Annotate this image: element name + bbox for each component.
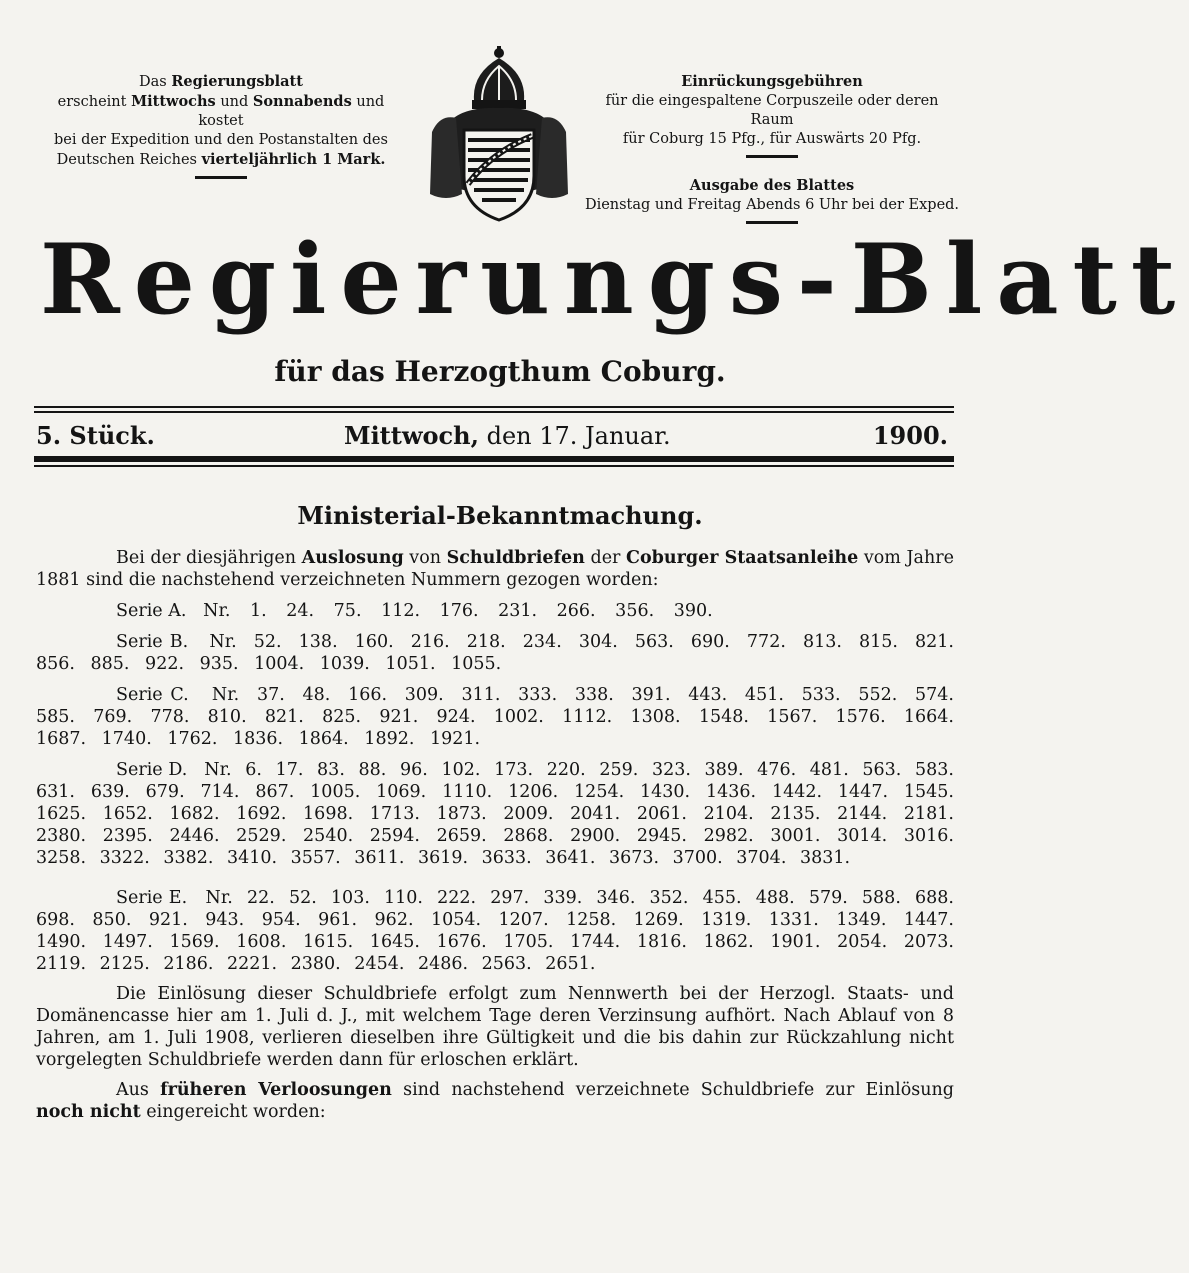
info-text: Das [139, 74, 172, 90]
date: den 17. Januar. [478, 422, 671, 450]
issue-time-title: Ausgabe des Blattes [689, 177, 855, 194]
issue-dateline [34, 418, 954, 454]
series-entry: Serie C. Nr. 37. 48. 166. 309. 311. 333. 338. 391. 443. 451. 533. 552. 574. 585. 769. 778. 810. 821. 825. 921. 924. 1002. 1112. 1308. 1548. 1567. 1576. 1664. 1687. 1740. 1762. 1836. 1864. 1892. 1921. [36, 685, 954, 749]
series-entry: Serie D. Nr. 6. 17. 83. 88. 96. 102. 173. 220. 259. 323. 389. 476. 481. 563. 583. 631. 639. 679. 714. 867. 1005. 1069. 1110. 1206. 1254. 1430. 1436. 1442. 1447. 1545. 1625. 1652. 1682. 1692. 1698. 1713. 1873. 2009. 2041. 2061. 2104. 2135. 2144. 2181. 2380. 2395. 2446. 2529. 2540. 2594. 2659. 2868. 2900. 2945. 2982. 3001. 3014. 3016. 3258. 3322. 3382. 3410. 3557. 3611. 3619. 3633. 3641. 3673. 3700. 3704. 3831. [36, 760, 954, 868]
divider [34, 465, 954, 467]
closing-paragraph: Aus früheren Verloosungen sind nachstehend verzeichnete Schuldbriefe zur Einlösung noch nicht eingereicht worden: [36, 1080, 954, 1122]
series-entry: Serie A. Nr. 1. 24. 75. 112. 176. 231. 266. 356. 390. [116, 601, 713, 621]
info-bold: Sonnabends [252, 93, 352, 110]
weekday: Mittwoch, [344, 421, 479, 450]
issue-date [344, 418, 671, 454]
info-bold: Mittwochs [131, 93, 216, 110]
section-title: Ministerial-Bekanntmachung. [297, 501, 703, 530]
info-bold: vierteljährlich 1 Mark. [201, 151, 386, 168]
info-text: und [215, 94, 253, 110]
divider [34, 406, 954, 408]
divider [34, 411, 954, 413]
issue-year: 1900. [872, 421, 948, 450]
subscription-info [40, 72, 402, 179]
divider [195, 176, 247, 179]
redemption-paragraph: Die Einlösung dieser Schuldbriefe erfolgt zum Nennwerth bei der Herzogl. Staats- und Domänencasse hier am 1. Juli d. J., mit welchem Tage deren Verzinsung aufhört. Nach Ablauf von 8 Jahren, am 1. Juli 1908, verlieren dieselben ihre Gültigkeit und die bis dahin zur Rückzahlung nicht vorgelegten Schuldbriefe werden dann für erloschen erklärt. [36, 984, 954, 1070]
fees-info [582, 72, 962, 224]
info-bold: Regierungsblatt [171, 73, 303, 90]
series-entry: Serie E. Nr. 22. 52. 103. 110. 222. 297. 339. 346. 352. 455. 488. 579. 588. 688. 698. 850. 921. 943. 954. 961. 962. 1054. 1207. 1258. 1269. 1319. 1331. 1349. 1447. 1490. 1497. 1569. 1608. 1615. 1645. 1676. 1705. 1744. 1816. 1862. 1901. 2054. 2073. 2119. 2125. 2186. 2221. 2380. 2454. 2486. 2563. 2651. [36, 888, 954, 974]
info-text: Dienstag und Freitag Abends 6 Uhr bei der Exped. [584, 197, 960, 213]
info-text: Deutschen Reiches [56, 152, 202, 168]
info-text: und kostet [198, 94, 385, 129]
issue-number: 5. Stück. [36, 421, 155, 450]
intro-paragraph: Bei der diesjährigen Auslosung von Schuldbriefen der Coburger Staatsanleihe vom Jahre 1881 sind die nachstehend verzeichneten Nummern gezogen worden: [36, 548, 954, 590]
coat-of-arms-icon [422, 44, 576, 224]
info-text: bei der Expedition und den Postanstalten des [54, 132, 388, 148]
info-text: erscheint [57, 94, 132, 110]
announcement-body [36, 547, 954, 1123]
series-entry: Serie B. Nr. 52. 138. 160. 216. 218. 234. 304. 563. 690. 772. 813. 815. 821. 856. 885. 922. 935. 1004. 1039. 1051. 1055. [36, 632, 954, 674]
masthead-title: Regierungs-Blatt [40, 223, 1189, 336]
info-text: für die eingespaltene Corpuszeile oder deren Raum [605, 93, 939, 128]
divider [34, 456, 954, 462]
masthead-subtitle: für das Herzogthum Coburg. [274, 355, 726, 388]
info-text: für Coburg 15 Pfg., für Auswärts 20 Pfg. [622, 131, 922, 147]
fees-title: Einrückungsgebühren [681, 73, 863, 90]
